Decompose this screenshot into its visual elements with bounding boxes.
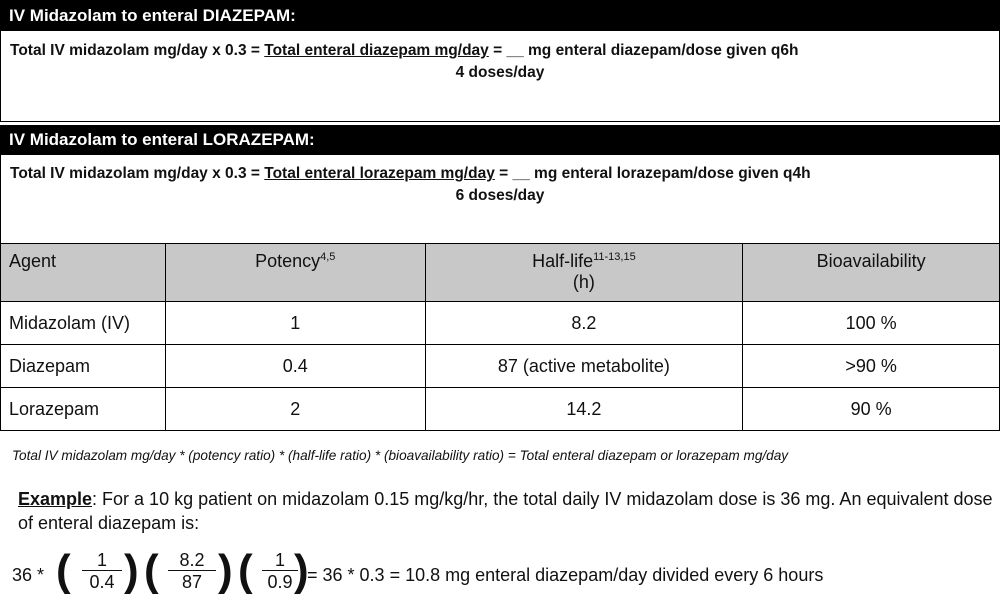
cell-potency: 2 [165, 388, 425, 431]
lorazepam-formula-denominator: 6 doses/day [455, 187, 545, 204]
cell-bioavailability: >90 % [743, 345, 1000, 388]
example-calculation [12, 546, 992, 595]
header-half-life-unit: (h) [572, 272, 595, 292]
header-half-life [425, 244, 743, 302]
lorazepam-box-title: IV Midazolam to enteral LORAZEPAM: [1, 125, 999, 155]
fraction-denominator: 87 [181, 572, 203, 592]
cell-bioavailability: 90 % [743, 388, 1000, 431]
diazepam-formula-suffix: = __ mg enteral diazepam/dose given q6h [488, 42, 799, 59]
fraction-numerator: 1 [96, 550, 107, 570]
right-paren: ) [124, 546, 139, 595]
diazepam-formula-prefix: Total IV midazolam mg/day x 0.3 = [10, 42, 265, 59]
lorazepam-formula-suffix: = __ mg enteral lorazepam/dose given q4h [494, 165, 811, 182]
left-paren: ( [238, 546, 253, 595]
cell-half-life: 87 (active metabolite) [425, 345, 743, 388]
header-potency-label: Potency [255, 251, 321, 271]
calc-lead: 36 * [12, 565, 45, 585]
left-paren: ( [56, 546, 71, 595]
right-paren: ) [294, 546, 309, 595]
calc-result: = 36 * 0.3 = 10.8 mg enteral diazepam/day divided every 6 hours [307, 565, 824, 585]
header-half-life-label: Half-life [532, 251, 594, 271]
fraction-numerator: 1 [274, 550, 285, 570]
cell-half-life: 14.2 [425, 388, 743, 431]
cell-potency: 0.4 [165, 345, 425, 388]
header-potency [165, 244, 425, 302]
fraction-half-life [168, 550, 216, 593]
table-header-row [1, 244, 1000, 302]
example-label: Example [18, 489, 93, 509]
header-half-life-ref: 11-13,15 [593, 251, 636, 263]
general-formula: Total IV midazolam mg/day * (potency ratio) * (half-life ratio) * (bioavailability ratio) = Total enteral diazepam or lorazepam mg/day [12, 448, 789, 463]
lorazepam-conversion-box [0, 125, 1000, 244]
cell-agent: Diazepam [1, 345, 166, 388]
header-potency-ref: 4,5 [320, 251, 336, 263]
header-bioavailability: Bioavailability [743, 244, 1000, 302]
agent-comparison-table [0, 243, 1000, 431]
diazepam-formula-denominator: 4 doses/day [455, 64, 545, 81]
example-text: : For a 10 kg patient on midazolam 0.15 mg/kg/hr, the total daily IV midazolam dose is 36 mg. An equivalent dose of enteral diazepam is: [18, 489, 993, 533]
diazepam-box-title: IV Midazolam to enteral DIAZEPAM: [1, 1, 999, 31]
example-paragraph [18, 487, 993, 535]
lorazepam-formula-line [10, 165, 811, 183]
right-paren: ) [218, 546, 233, 595]
lorazepam-formula-prefix: Total IV midazolam mg/day x 0.3 = [10, 165, 265, 182]
fraction-potency [82, 550, 122, 593]
diazepam-formula-line [10, 42, 798, 60]
fraction-denominator: 0.9 [267, 572, 293, 592]
table-row [1, 388, 1000, 431]
cell-potency: 1 [165, 302, 425, 345]
header-agent: Agent [1, 244, 166, 302]
fraction-bioavailability [262, 550, 298, 593]
table-row [1, 302, 1000, 345]
lorazepam-formula-numerator: Total enteral lorazepam mg/day [264, 165, 495, 182]
diazepam-conversion-box [0, 0, 1000, 122]
fraction-denominator: 0.4 [89, 572, 115, 592]
cell-bioavailability: 100 % [743, 302, 1000, 345]
table-row [1, 345, 1000, 388]
left-paren: ( [144, 546, 159, 595]
cell-agent: Midazolam (IV) [1, 302, 166, 345]
diazepam-formula-numerator: Total enteral diazepam mg/day [264, 42, 489, 59]
cell-half-life: 8.2 [425, 302, 743, 345]
cell-agent: Lorazepam [1, 388, 166, 431]
fraction-numerator: 8.2 [179, 550, 205, 570]
